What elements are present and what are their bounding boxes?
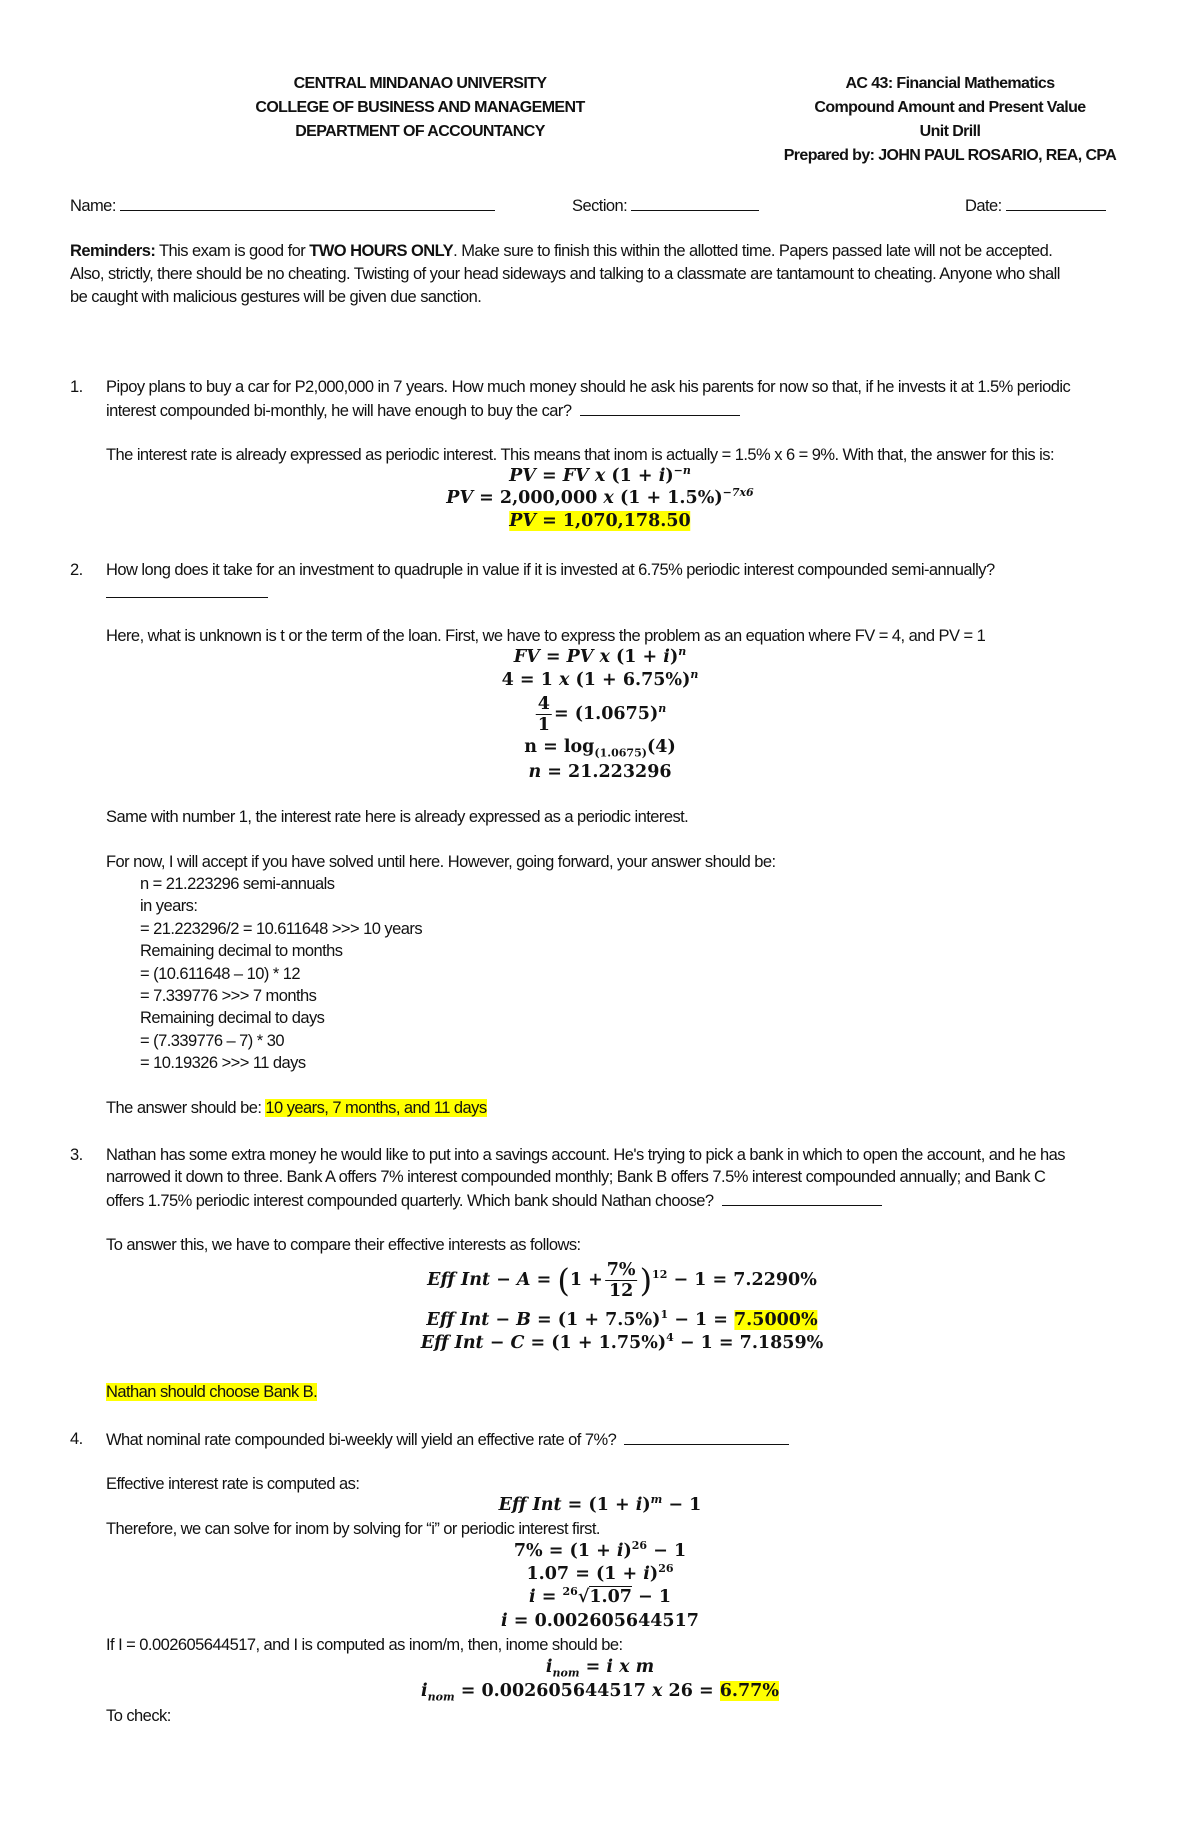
q2-text-line-1: How long does it take for an investment to quadruple in value if it is invested at 6.75% periodic interest compounded semi-annually?: [106, 561, 995, 579]
answer-blank[interactable]: [722, 1191, 882, 1206]
q2-step: = 10.19326 >>> 11 days: [140, 1054, 306, 1072]
q2-step: n = 21.223296 semi-annuals: [140, 875, 335, 893]
reminders-line-3: be caught with malicious gestures will be given due sanction.: [70, 288, 482, 306]
inom-formula: $i_{nom} = i$ x m: [545, 1657, 655, 1680]
date-blank[interactable]: [1006, 196, 1106, 211]
q2-step: Remaining decimal to days: [140, 1009, 325, 1027]
fv-formula: FV = PV x $(1 + i)^n$: [513, 645, 687, 667]
course-code: AC 43: Financial Mathematics: [845, 75, 1055, 92]
question-number: 4.: [70, 1430, 83, 1448]
log-equation: $n = \log_{(1.0675)}(4)$: [524, 737, 676, 760]
eff-eq-2: $1.07 = (1 + i)^{26}$: [526, 1562, 674, 1584]
q1-text-line-2: interest compounded bi-monthly, he will have enough to buy the car?: [106, 401, 740, 421]
section-field: Section:: [572, 196, 759, 216]
q2-explanation: Here, what is unknown is t or the term of the loan. First, we have to express the problem as an equation where FV = 4, and PV = 1: [106, 627, 986, 645]
q2-step: = 7.339776 >>> 7 months: [140, 987, 317, 1005]
pv-substitution: PV = 2,000,000 x $(1 + 1.5\%)^{-7x6}$: [446, 486, 754, 508]
q2-step: in years:: [140, 897, 198, 915]
inom-result: $i_{nom} = 0.002605644517$ x 26 = 6.77%: [421, 1681, 779, 1704]
reminders-line-2: Also, strictly, there should be no cheating. Twisting of your head sideways and talking to a classmate are tantamount to cheating. Anyone who shall: [70, 265, 1060, 283]
q2-answer: The answer should be: 10 years, 7 months, and 11 days: [106, 1099, 487, 1117]
q3-answer: Nathan should choose Bank B.: [106, 1383, 318, 1401]
date-field: Date:: [965, 196, 1106, 216]
fraction-equation: $\frac{4}{1}$ = $(1.0675)^n$: [537, 694, 667, 735]
reminders-line-1: Reminders: This exam is good for TWO HOURS ONLY. Make sure to finish this within the allotted time. Papers passed late will not be accepted.: [70, 242, 1053, 260]
name-blank[interactable]: [120, 196, 495, 211]
q2-step: = (7.339776 – 7) * 30: [140, 1032, 284, 1050]
q2-forward: For now, I will accept if you have solved until here. However, going forward, your answer should be:: [106, 853, 776, 871]
eff-int-a: Eff Int − A = (1 + $\frac{7\%}{12}$ )$^{12}$ − 1 = 7.2290%: [427, 1260, 817, 1301]
name-field: Name:: [70, 196, 495, 216]
answer-blank[interactable]: [624, 1430, 789, 1445]
college-name: COLLEGE OF BUSINESS AND MANAGEMENT: [255, 99, 585, 116]
eff-int-formula: Eff Int = $(1 + i)^m - 1$: [498, 1493, 702, 1515]
course-topic: Compound Amount and Present Value: [814, 99, 1086, 116]
answer-blank[interactable]: [580, 401, 740, 416]
institution-header: [190, 72, 650, 144]
eff-int-c: Eff Int − $C = (1 + 1.75\%)^4 - 1 = 7.1859\%$: [420, 1331, 824, 1353]
q4-explanation: Effective interest rate is computed as:: [106, 1475, 360, 1493]
q2-step: Remaining decimal to months: [140, 942, 343, 960]
q3-text-line-3: offers 1.75% periodic interest compounded quarterly. Which bank should Nathan choose?: [106, 1191, 882, 1211]
q2-step: = (10.611648 – 10) * 12: [140, 965, 300, 983]
pv-formula: PV = FV x $(1 + i)^{-n}$: [509, 464, 691, 486]
section-blank[interactable]: [631, 196, 759, 211]
preparer: Prepared by: JOHN PAUL ROSARIO, REA, CPA: [783, 147, 1117, 164]
question-number: 1.: [70, 378, 83, 396]
reminders-label: Reminders:: [70, 242, 156, 260]
department-name: DEPARTMENT OF ACCOUNTANCY: [295, 123, 545, 140]
answer-blank[interactable]: [106, 583, 268, 598]
course-header: [660, 72, 1200, 168]
question-number: 2.: [70, 561, 83, 579]
pv-answer: PV = 1,070,178.50: [509, 511, 691, 531]
q3-text-line-1: Nathan has some extra money he would like to put into a savings account. He's trying to pick a bank in which to open the account, and he has: [106, 1146, 1065, 1164]
q2-note: Same with number 1, the interest rate here is already expressed as a periodic interest.: [106, 808, 689, 826]
q2-answer-line: [106, 583, 268, 603]
q2-step: = 21.223296/2 = 10.611648 >>> 10 years: [140, 920, 423, 938]
university-name: CENTRAL MINDANAO UNIVERSITY: [293, 75, 547, 92]
q4-if-line: If I = 0.002605644517, and I is computed as inom/m, then, inome should be:: [106, 1636, 623, 1654]
q3-text-line-2: narrowed it down to three. Bank A offers 7% interest compounded monthly; Bank B offers 7.5% interest compounded annually; and Bank C: [106, 1168, 1046, 1186]
question-number: 3.: [70, 1146, 83, 1164]
eff-eq-root: i = $^{26}$√1.07 − 1: [529, 1585, 671, 1607]
q1-explanation: The interest rate is already expressed as periodic interest. This means that inom is actually = 1.5% x 6 = 9%. With that, the answer for this is:: [106, 446, 1055, 464]
eff-eq-1: $7\% = (1 + i)^{26} - 1$: [513, 1539, 687, 1561]
q4-solve-text: Therefore, we can solve for inom by solving for “i” or periodic interest first.: [106, 1520, 600, 1538]
i-result: i = 0.002605644517: [501, 1611, 699, 1631]
fv-substitution: 4 = 1 x $(1 + 6.75\%)^n$: [501, 668, 699, 690]
q1-text-line-1: Pipoy plans to buy a car for P2,000,000 in 7 years. How much money should he ask his parents for now so that, if he invests it at 1.5% periodic: [106, 378, 1071, 396]
q4-check: To check:: [106, 1707, 171, 1725]
q4-text-line-1: What nominal rate compounded bi-weekly will yield an effective rate of 7%?: [106, 1430, 789, 1450]
eff-int-b: Eff Int − $B = (1 + 7.5\%)^1 - 1 = 7.5000\%$: [426, 1308, 818, 1330]
q3-explanation: To answer this, we have to compare their effective interests as follows:: [106, 1236, 581, 1254]
n-result: n = 21.223296: [528, 762, 672, 782]
drill-title: Unit Drill: [919, 123, 981, 140]
